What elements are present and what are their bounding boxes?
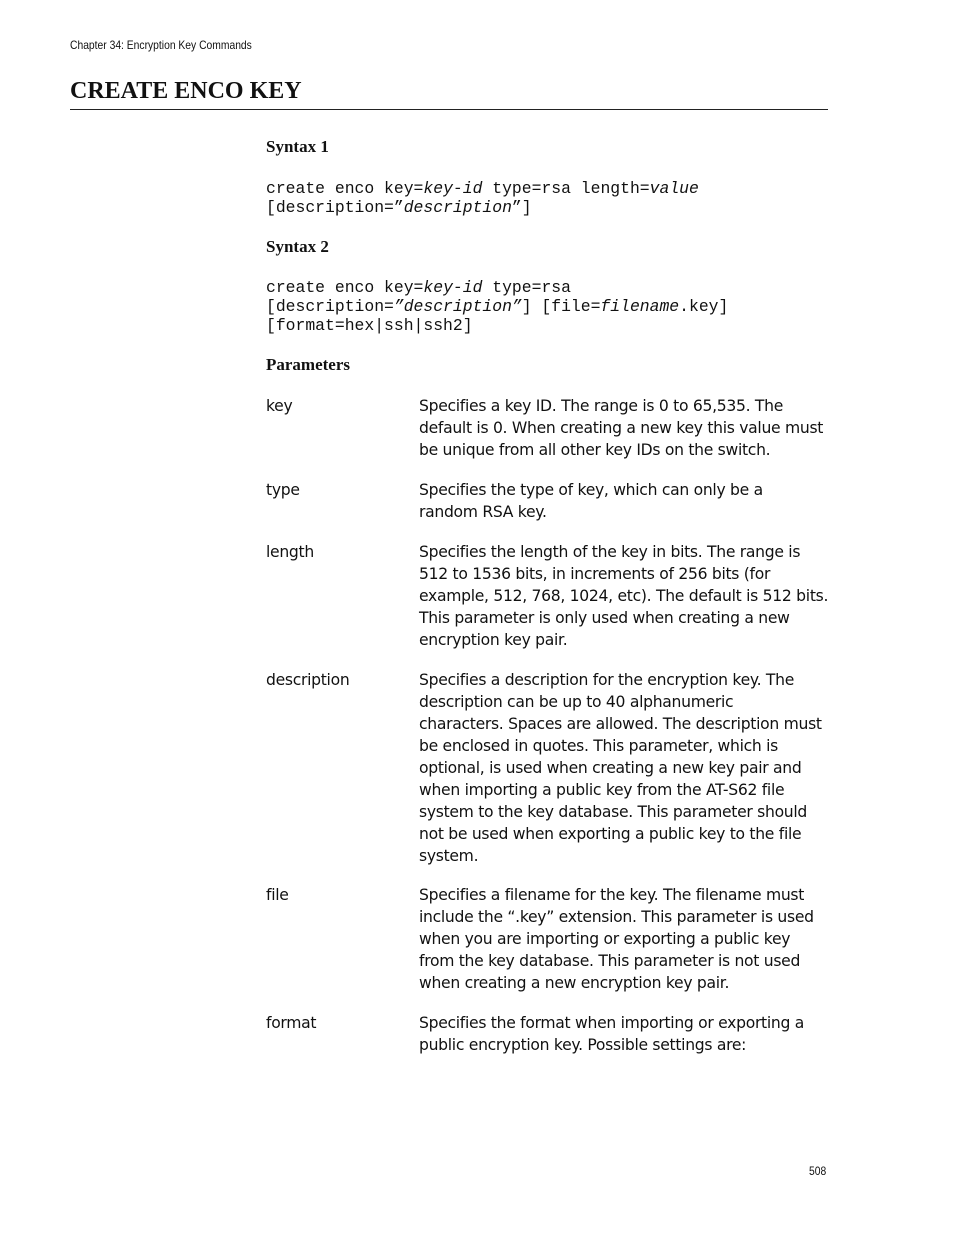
description-line: example, 512, 768, 1024, etc). The default is 512 bits. [419,587,829,605]
description-line: system. [419,847,479,865]
title-rule [70,109,828,110]
parameter-description [419,479,831,523]
parameter-name: description [266,671,350,689]
code-fragment: type=rsa [482,278,571,297]
code-fragment: [description= [266,297,394,316]
description-line: when importing a public key from the AT-S62 file [419,781,785,799]
description-line: 512 to 1536 bits, in increments of 256 bits (for [419,565,771,583]
description-line: Specifies the type of key, which can only be a [419,481,763,499]
description-line: when creating a new encryption key pair. [419,974,730,992]
syntax-2-line-3: [format=hex|ssh|ssh2] [266,316,473,335]
description-line: public encryption key. Possible settings are: [419,1036,747,1054]
code-fragment: ] [file= [521,297,601,316]
code-fragment: create enco key= [266,179,424,198]
parameter-description [419,1012,831,1056]
description-line: characters. Spaces are allowed. The description must [419,715,822,733]
description-line: Specifies a key ID. The range is 0 to 65,535. The [419,397,784,415]
description-line: system to the key database. This parameter should [419,803,808,821]
description-line: encryption key pair. [419,631,568,649]
syntax-2-heading: Syntax 2 [266,237,329,256]
description-line: Specifies the length of the key in bits. The range is [419,543,801,561]
page-number: 508 [809,1164,827,1178]
syntax-2-line-2 [266,297,728,316]
description-line: Specifies a description for the encryption key. The [419,671,795,689]
description-line: optional, is used when creating a new key pair and [419,759,802,777]
syntax-2-code [266,278,728,335]
description-line: random RSA key. [419,503,547,521]
description-line: be unique from all other key IDs on the switch. [419,441,771,459]
description-line: Specifies the format when importing or exporting a [419,1014,805,1032]
code-fragment: type=rsa length= [482,179,650,198]
code-placeholder: description [403,198,512,217]
parameter-name: length [266,543,314,561]
parameter-name: key [266,397,293,415]
description-line: when you are importing or exporting a public key [419,930,791,948]
code-placeholder: key-id [423,278,483,297]
syntax-1-line-2 [266,198,699,217]
code-fragment: .key] [679,297,729,316]
parameter-description [419,541,831,651]
description-line: This parameter is only used when creating a new [419,609,790,627]
parameters-heading: Parameters [266,355,351,374]
page-title: CREATE ENCO KEY [70,78,302,104]
description-line: Specifies a filename for the key. The filename must [419,886,805,904]
syntax-1-code [266,179,699,217]
code-fragment: [description=” [266,198,404,217]
parameter-description [419,395,831,461]
parameter-name: file [266,886,289,904]
parameter-name: type [266,481,300,499]
syntax-1-heading: Syntax 1 [266,137,329,156]
description-line: description can be up to 40 alphanumeric [419,693,734,711]
parameter-description [419,884,831,994]
description-line: not be used when exporting a public key to the file [419,825,802,843]
syntax-2-line-1 [266,278,728,297]
code-fragment: ”] [511,198,532,217]
code-placeholder: value [649,179,699,198]
parameter-name: format [266,1014,317,1032]
code-placeholder: key-id [423,179,483,198]
description-line: default is 0. When creating a new key this value must [419,419,824,437]
parameter-description [419,669,831,867]
code-fragment: create enco key= [266,278,424,297]
syntax-1-line-1 [266,179,699,198]
description-line: be enclosed in quotes. This parameter, which is [419,737,778,755]
running-header: Chapter 34: Encryption Key Commands [70,38,252,52]
description-line: include the “.key” extension. This parameter is used [419,908,814,926]
code-placeholder: ”description” [393,297,522,316]
description-line: from the key database. This parameter is not used [419,952,801,970]
code-placeholder: filename [600,297,680,316]
